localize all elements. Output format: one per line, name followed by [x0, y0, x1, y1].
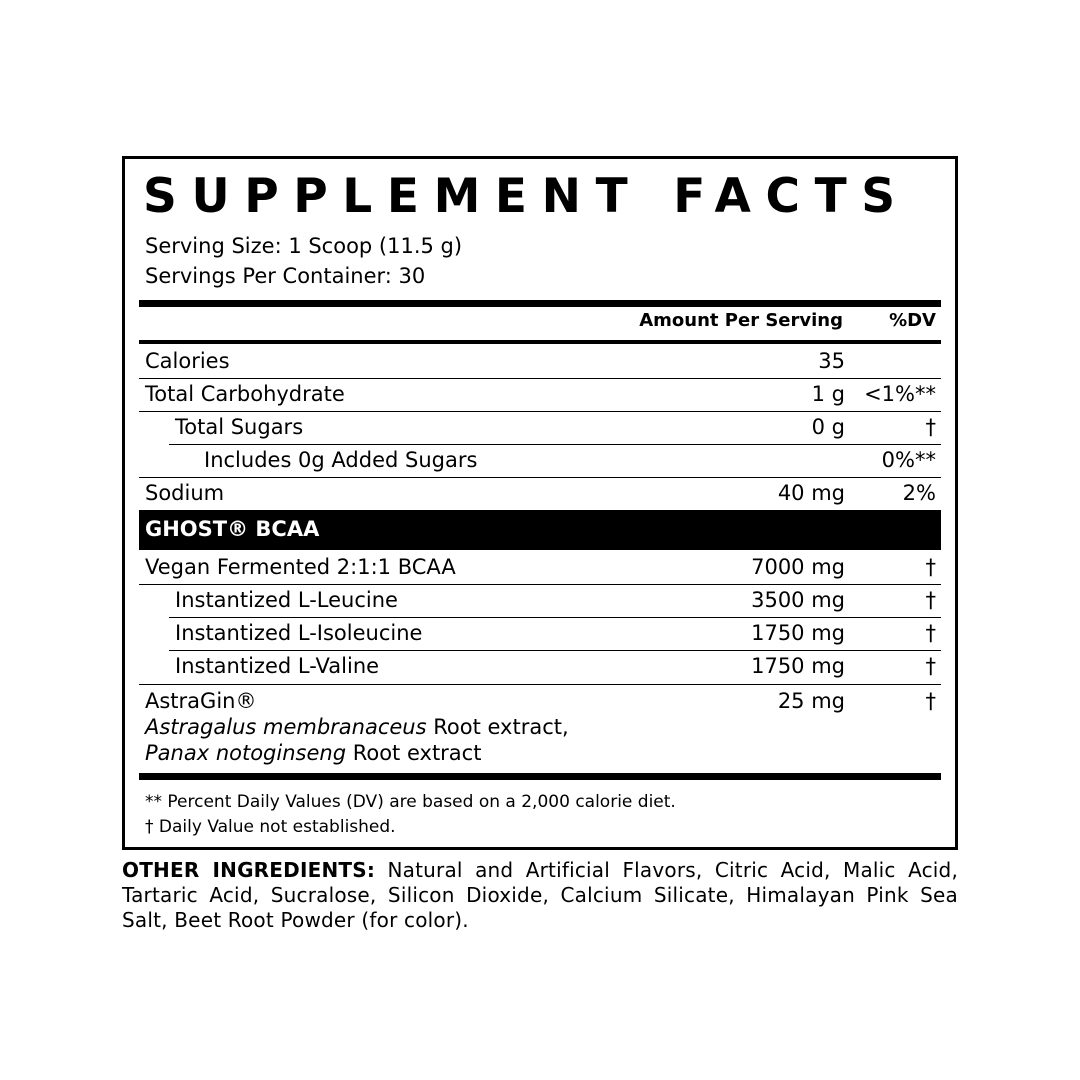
astragalus-part: Root extract,: [426, 715, 569, 739]
ingredient-name: Instantized L-Valine: [175, 654, 380, 678]
astragin-name: AstraGin®: [145, 689, 257, 713]
astragin-dv: †: [925, 689, 936, 713]
bcaa-row-valine: [125, 650, 955, 683]
ingredient-amount: 3500 mg: [751, 588, 845, 612]
ingredient-dv: †: [925, 555, 936, 579]
astragin-line-panax: [145, 740, 569, 766]
column-header-amount: Amount Per Serving: [639, 310, 843, 331]
bcaa-row-isoleucine: [125, 617, 955, 650]
nutrient-name: Total Carbohydrate: [145, 382, 345, 406]
panax-part: Root extract: [346, 741, 482, 765]
panel-title: SUPPLEMENT FACTS: [143, 169, 910, 224]
astragalus-species: Astragalus membranaceus: [145, 715, 427, 739]
nutrient-name: Calories: [145, 349, 230, 373]
serving-size: Serving Size: 1 Scoop (11.5 g): [145, 234, 463, 258]
bcaa-row-vegan-fermented: [125, 551, 955, 584]
nutrient-name: Total Sugars: [175, 415, 304, 439]
ingredient-name: Vegan Fermented 2:1:1 BCAA: [145, 555, 456, 579]
ingredient-dv: †: [925, 621, 936, 645]
panax-species: Panax notoginseng: [145, 741, 347, 765]
nutrient-name: Includes 0g Added Sugars: [204, 448, 478, 472]
nutrient-row-calories: [125, 345, 955, 378]
nutrient-dv: 0%**: [881, 448, 936, 472]
nutrient-amount: 40 mg: [777, 481, 845, 505]
nutrient-row-total-sugars: [125, 411, 955, 444]
ingredient-name: Instantized L-Leucine: [175, 588, 398, 612]
nutrient-dv: 2%: [902, 481, 936, 505]
nutrient-name: Sodium: [145, 481, 225, 505]
ingredient-dv: †: [925, 588, 936, 612]
ingredient-amount: 1750 mg: [751, 621, 845, 645]
section-header-ghost-bcaa: [139, 510, 941, 550]
nutrient-amount: 0 g: [811, 415, 845, 439]
row-divider: [139, 684, 941, 685]
nutrient-row-sodium: [125, 477, 955, 510]
ingredient-name: Instantized L-Isoleucine: [175, 621, 423, 645]
nutrient-dv: <1%**: [864, 382, 936, 406]
supplement-facts-panel: [122, 156, 958, 850]
nutrient-row-added-sugars: [125, 444, 955, 477]
thick-divider-bottom: [139, 773, 941, 780]
ingredient-amount: 7000 mg: [751, 555, 845, 579]
ingredient-dv: †: [925, 654, 936, 678]
nutrient-row-total-carbohydrate: [125, 378, 955, 411]
footnote-dagger: † Daily Value not established.: [145, 817, 396, 837]
astragin-block: [145, 688, 569, 766]
column-header-dv: %DV: [889, 310, 936, 331]
nutrient-amount: 1 g: [811, 382, 845, 406]
other-ingredients-text: Natural and Artificial Flavors, Citric Acid, Malic Acid, Tartaric Acid, Sucralose, Silicon Dioxide, Calcium Silicate, Himalayan Pink Sea Salt, Beet Root Powder (for color).: [122, 858, 959, 932]
section-title: GHOST® BCAA: [145, 517, 320, 541]
astragin-amount: 25 mg: [777, 689, 845, 713]
column-header-divider: [139, 340, 941, 344]
servings-per-container: Servings Per Container: 30: [145, 264, 426, 288]
bcaa-row-leucine: [125, 584, 955, 617]
thick-divider-top: [139, 300, 941, 307]
nutrient-dv: †: [925, 415, 936, 439]
other-ingredients-label: OTHER INGREDIENTS:: [122, 858, 376, 882]
astragin-line-astragalus: [145, 714, 569, 740]
ingredient-amount: 1750 mg: [751, 654, 845, 678]
nutrient-amount: 35: [818, 349, 845, 373]
other-ingredients: [122, 858, 958, 933]
footnote-dv-basis: ** Percent Daily Values (DV) are based on a 2,000 calorie diet.: [145, 792, 676, 812]
